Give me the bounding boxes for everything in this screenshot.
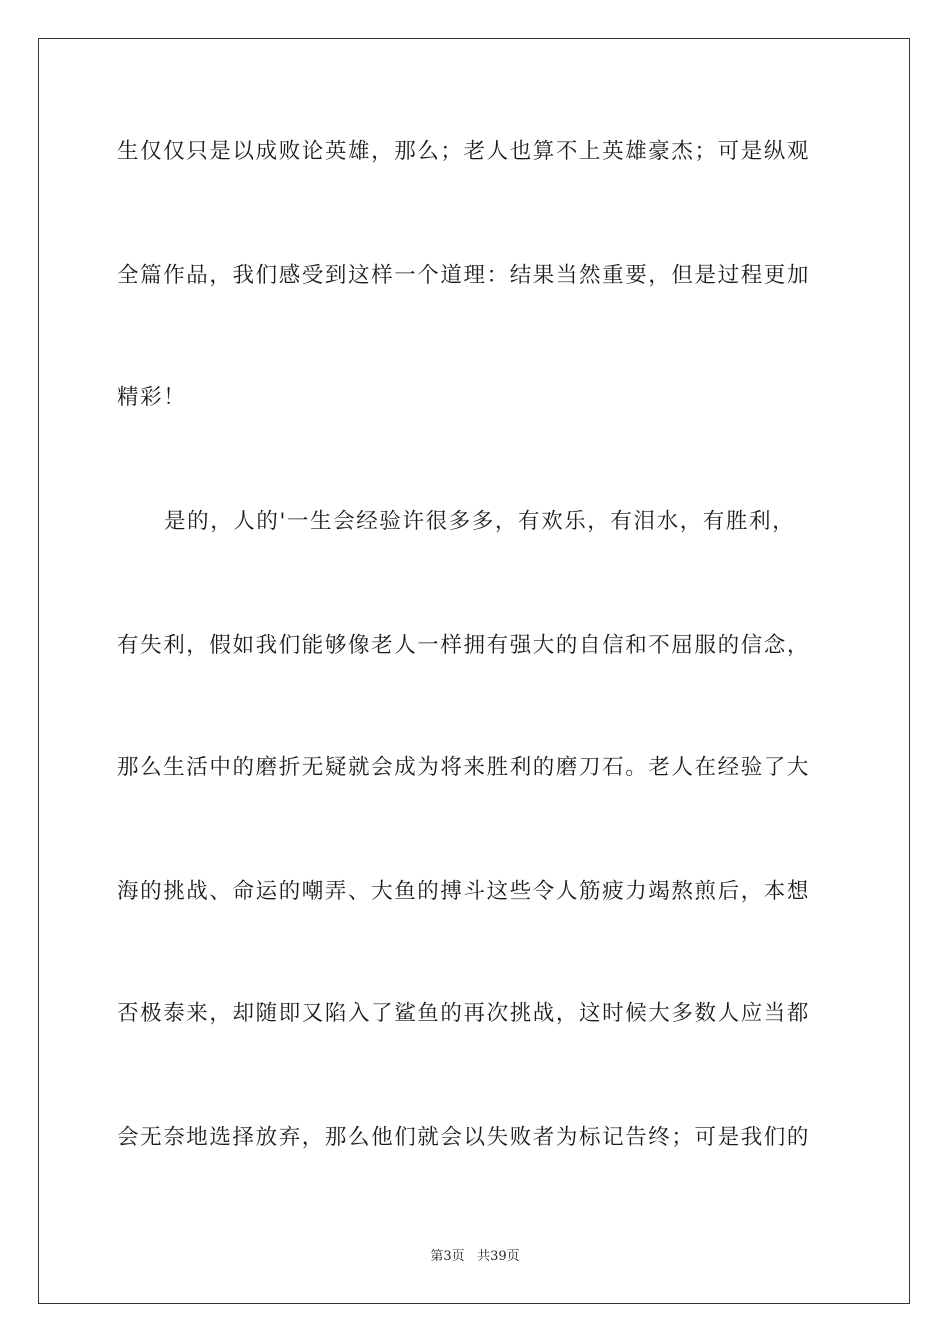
text-line-4-paragraph-start: 是的，人的'一生会经验许很多多，有欢乐，有泪水，有胜利，: [164, 509, 796, 534]
total-pages: 共39页: [477, 1249, 520, 1264]
page-footer: [0, 1248, 950, 1266]
text-line-1: 生仅仅只是以成败论英雄，那么；老人也算不上英雄豪杰；可是纵观: [117, 139, 811, 164]
text-line-3: 精彩！: [117, 385, 187, 410]
text-line-8: 否极泰来，却随即又陷入了鲨鱼的再次挑战，这时候大多数人应当都: [117, 1001, 811, 1026]
text-line-9: 会无奈地选择放弃，那么他们就会以失败者为标记告终；可是我们的: [117, 1125, 811, 1150]
text-line-7: 海的挑战、命运的嘲弄、大鱼的搏斗这些令人筋疲力竭熬煎后，本想: [117, 879, 811, 904]
page-number: 第3页: [430, 1249, 465, 1264]
text-line-2: 全篇作品，我们感受到这样一个道理：结果当然重要，但是过程更加: [117, 263, 811, 288]
page-border: [38, 38, 910, 1304]
text-line-5: 有失利，假如我们能够像老人一样拥有强大的自信和不屈服的信念，: [117, 633, 811, 658]
text-line-6: 那么生活中的磨折无疑就会成为将来胜利的磨刀石。老人在经验了大: [117, 755, 811, 780]
